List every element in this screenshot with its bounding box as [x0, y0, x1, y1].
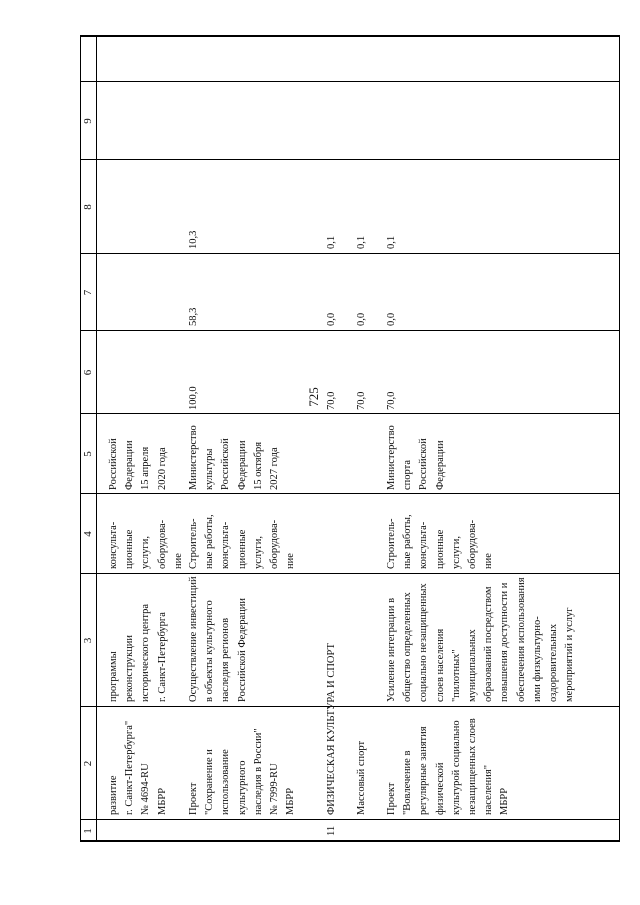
column-border [80, 330, 620, 331]
table-cell-value: 58,3 [188, 307, 199, 326]
column-header-2: 2 [82, 760, 94, 767]
table-cell-project: Проект "Сохранение и использование культурного наследия в России" № 7999-RU МБРР [188, 728, 297, 815]
column-header-1: 1 [82, 828, 94, 834]
section-number: 11 [326, 825, 337, 836]
table-cell-purpose: Осуществление инвестиций в объекты культурного наследия регионов Российской Федерации [188, 576, 248, 702]
column-border [80, 159, 620, 160]
column-header-5: 5 [82, 451, 94, 457]
column-header-3: 3 [82, 637, 94, 644]
column-header-6: 6 [82, 369, 94, 376]
table-cell-executor: Российской Федерации 15 апреля 2020 года [108, 438, 168, 490]
table-cell-project: развитие г. Санкт-Петербурга" № 4694-RU МБРР [108, 720, 168, 815]
page-number: 725 [306, 387, 321, 407]
table-cell-value: 0,0 [386, 312, 397, 326]
table-cell-value: 0,1 [356, 235, 367, 249]
column-border [80, 841, 620, 843]
table-cell-works: консульта- ционные услуги, оборудова- ние [108, 519, 184, 569]
table-bottom-border [619, 36, 620, 842]
table-cell-value: 0,1 [326, 235, 337, 249]
table-cell-value: 0,0 [356, 312, 367, 326]
table-cell-value: 0,0 [326, 312, 337, 326]
table-cell-purpose: Усиление интеграции в общество определенных социально незащищенных слоев населения "пилотных" муниципальных образований посредством повышения доступности и обеспечения использования ими физкультурно- оздоровительных мероприятий и услуг [386, 577, 576, 702]
table-cell-value: 70,0 [356, 391, 367, 410]
column-header-8: 8 [82, 204, 94, 210]
column-border [80, 81, 620, 82]
table-cell-purpose: программы реконструкции исторического центра г. Санкт-Петербурга [108, 604, 168, 702]
table-cell-value: 0,1 [386, 235, 397, 249]
table-cell-project: Проект "Вовлечение в регулярные занятия физической культурой социально незащищенных слоев населения" МБРР [386, 718, 511, 815]
table-cell-works: Строитель- ные работы, консульта- ционные услуги, оборудова- ние [386, 514, 495, 569]
column-border [80, 36, 620, 38]
column-border [80, 819, 620, 820]
table-cell-value: 10,3 [188, 230, 199, 249]
table-cell-value: 100,0 [188, 386, 199, 410]
header-bottom-border [96, 36, 97, 842]
table-cell-executor: Министерство культуры Российской Федерации 15 октября 2027 года [188, 425, 281, 490]
budget-table [80, 36, 620, 842]
column-header-7: 7 [82, 289, 94, 296]
column-header-4: 4 [82, 531, 94, 537]
table-cell-project: Массовый спорт [356, 740, 367, 815]
table-cell-works: Строитель- ные работы, консульта- ционные услуги, оборудова- ние [188, 514, 297, 569]
column-border [80, 253, 620, 254]
table-cell-executor: Министерство спорта Российской Федерации [386, 425, 446, 490]
section-title: ФИЗИЧЕСКАЯ КУЛЬТУРА И СПОРТ [326, 643, 337, 815]
column-header-9: 9 [82, 118, 94, 124]
table-cell-value: 70,0 [386, 391, 397, 410]
table-cell-value: 70,0 [326, 391, 337, 410]
